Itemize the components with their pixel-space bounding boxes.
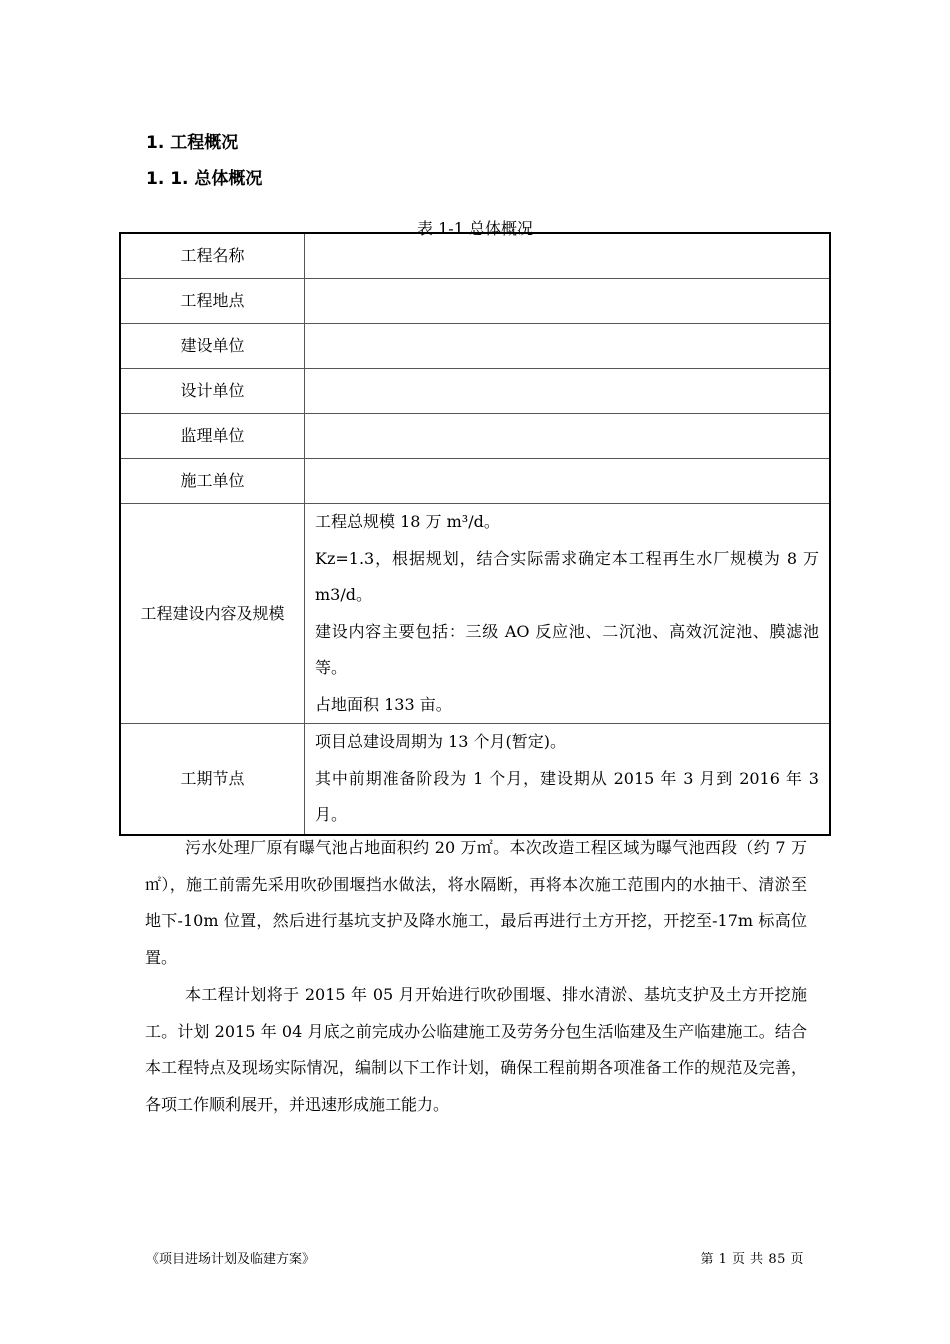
section-heading: 1. 工程概况 bbox=[146, 133, 239, 153]
scale-line: 工程总规模 18 万 m³/d。 bbox=[315, 512, 500, 531]
row-label-supervisor: 监理单位 bbox=[120, 414, 305, 459]
row-value-schedule bbox=[305, 724, 831, 835]
table-row bbox=[120, 324, 830, 369]
row-label-project-location: 工程地点 bbox=[120, 279, 305, 324]
row-value-project-location bbox=[305, 279, 831, 324]
row-label-designer: 设计单位 bbox=[120, 369, 305, 414]
row-label-scale: 工程建设内容及规模 bbox=[120, 504, 305, 724]
schedule-line: 其中前期准备阶段为 1 个月，建设期从 2015 年 3 月到 2016 年 3 月。 bbox=[315, 768, 819, 824]
table-row bbox=[120, 279, 830, 324]
row-value-designer bbox=[305, 369, 831, 414]
row-label-project-name: 工程名称 bbox=[120, 233, 305, 279]
footer-document-title: 《项目进场计划及临建方案》 bbox=[146, 1252, 316, 1267]
row-value-contractor bbox=[305, 459, 831, 504]
scale-line: Kz=1.3，根据规划，结合实际需求确定本工程再生水厂规模为 8 万 m3/d。 bbox=[315, 548, 819, 604]
row-label-schedule: 工期节点 bbox=[120, 724, 305, 835]
scale-line: 建设内容主要包括：三级 AO 反应池、二沉池、高效沉淀池、膜滤池等。 bbox=[315, 621, 819, 677]
overview-table bbox=[119, 232, 831, 836]
table-row bbox=[120, 504, 830, 724]
row-label-contractor: 施工单位 bbox=[120, 459, 305, 504]
body-paragraph: 污水处理厂原有曝气池占地面积约 20 万㎡。本次改造工程区域为曝气池西段（约 7 万㎡），施工前需先采用吹砂围堰挡水做法，将水隔断，再将本次施工范围内的水抽干、清淤至地下-10m 位置，然后进行基坑支护及降水施工，最后再进行土方开挖，开挖至-17m 标高位置。 bbox=[145, 838, 807, 967]
scale-line: 占地面积 133 亩。 bbox=[315, 694, 452, 714]
row-value-owner bbox=[305, 324, 831, 369]
table-row bbox=[120, 233, 830, 279]
schedule-line: 项目总建设周期为 13 个月(暂定)。 bbox=[315, 732, 567, 751]
table-row bbox=[120, 414, 830, 459]
row-label-owner: 建设单位 bbox=[120, 324, 305, 369]
row-value-scale bbox=[305, 504, 831, 724]
table-row bbox=[120, 369, 830, 414]
row-value-project-name bbox=[305, 233, 831, 279]
subsection-heading: 1. 1. 总体概况 bbox=[146, 169, 263, 189]
table-row bbox=[120, 459, 830, 504]
footer-page-number: 第 1 页 共 85 页 bbox=[700, 1252, 804, 1267]
row-value-supervisor bbox=[305, 414, 831, 459]
body-paragraph: 本工程计划将于 2015 年 05 月开始进行吹砂围堰、排水清淤、基坑支护及土方开挖施工。计划 2015 年 04 月底之前完成办公临建施工及劳务分包生活临建及生产临建施工。结合本工程特点及现场实际情况，编制以下工作计划，确保工程前期各项准备工作的规范及完善，各项工作顺利展开，并迅速形成施工能力。 bbox=[145, 985, 807, 1114]
table-caption: 表 1-1 总体概况 bbox=[417, 219, 533, 238]
table-row bbox=[120, 724, 830, 835]
